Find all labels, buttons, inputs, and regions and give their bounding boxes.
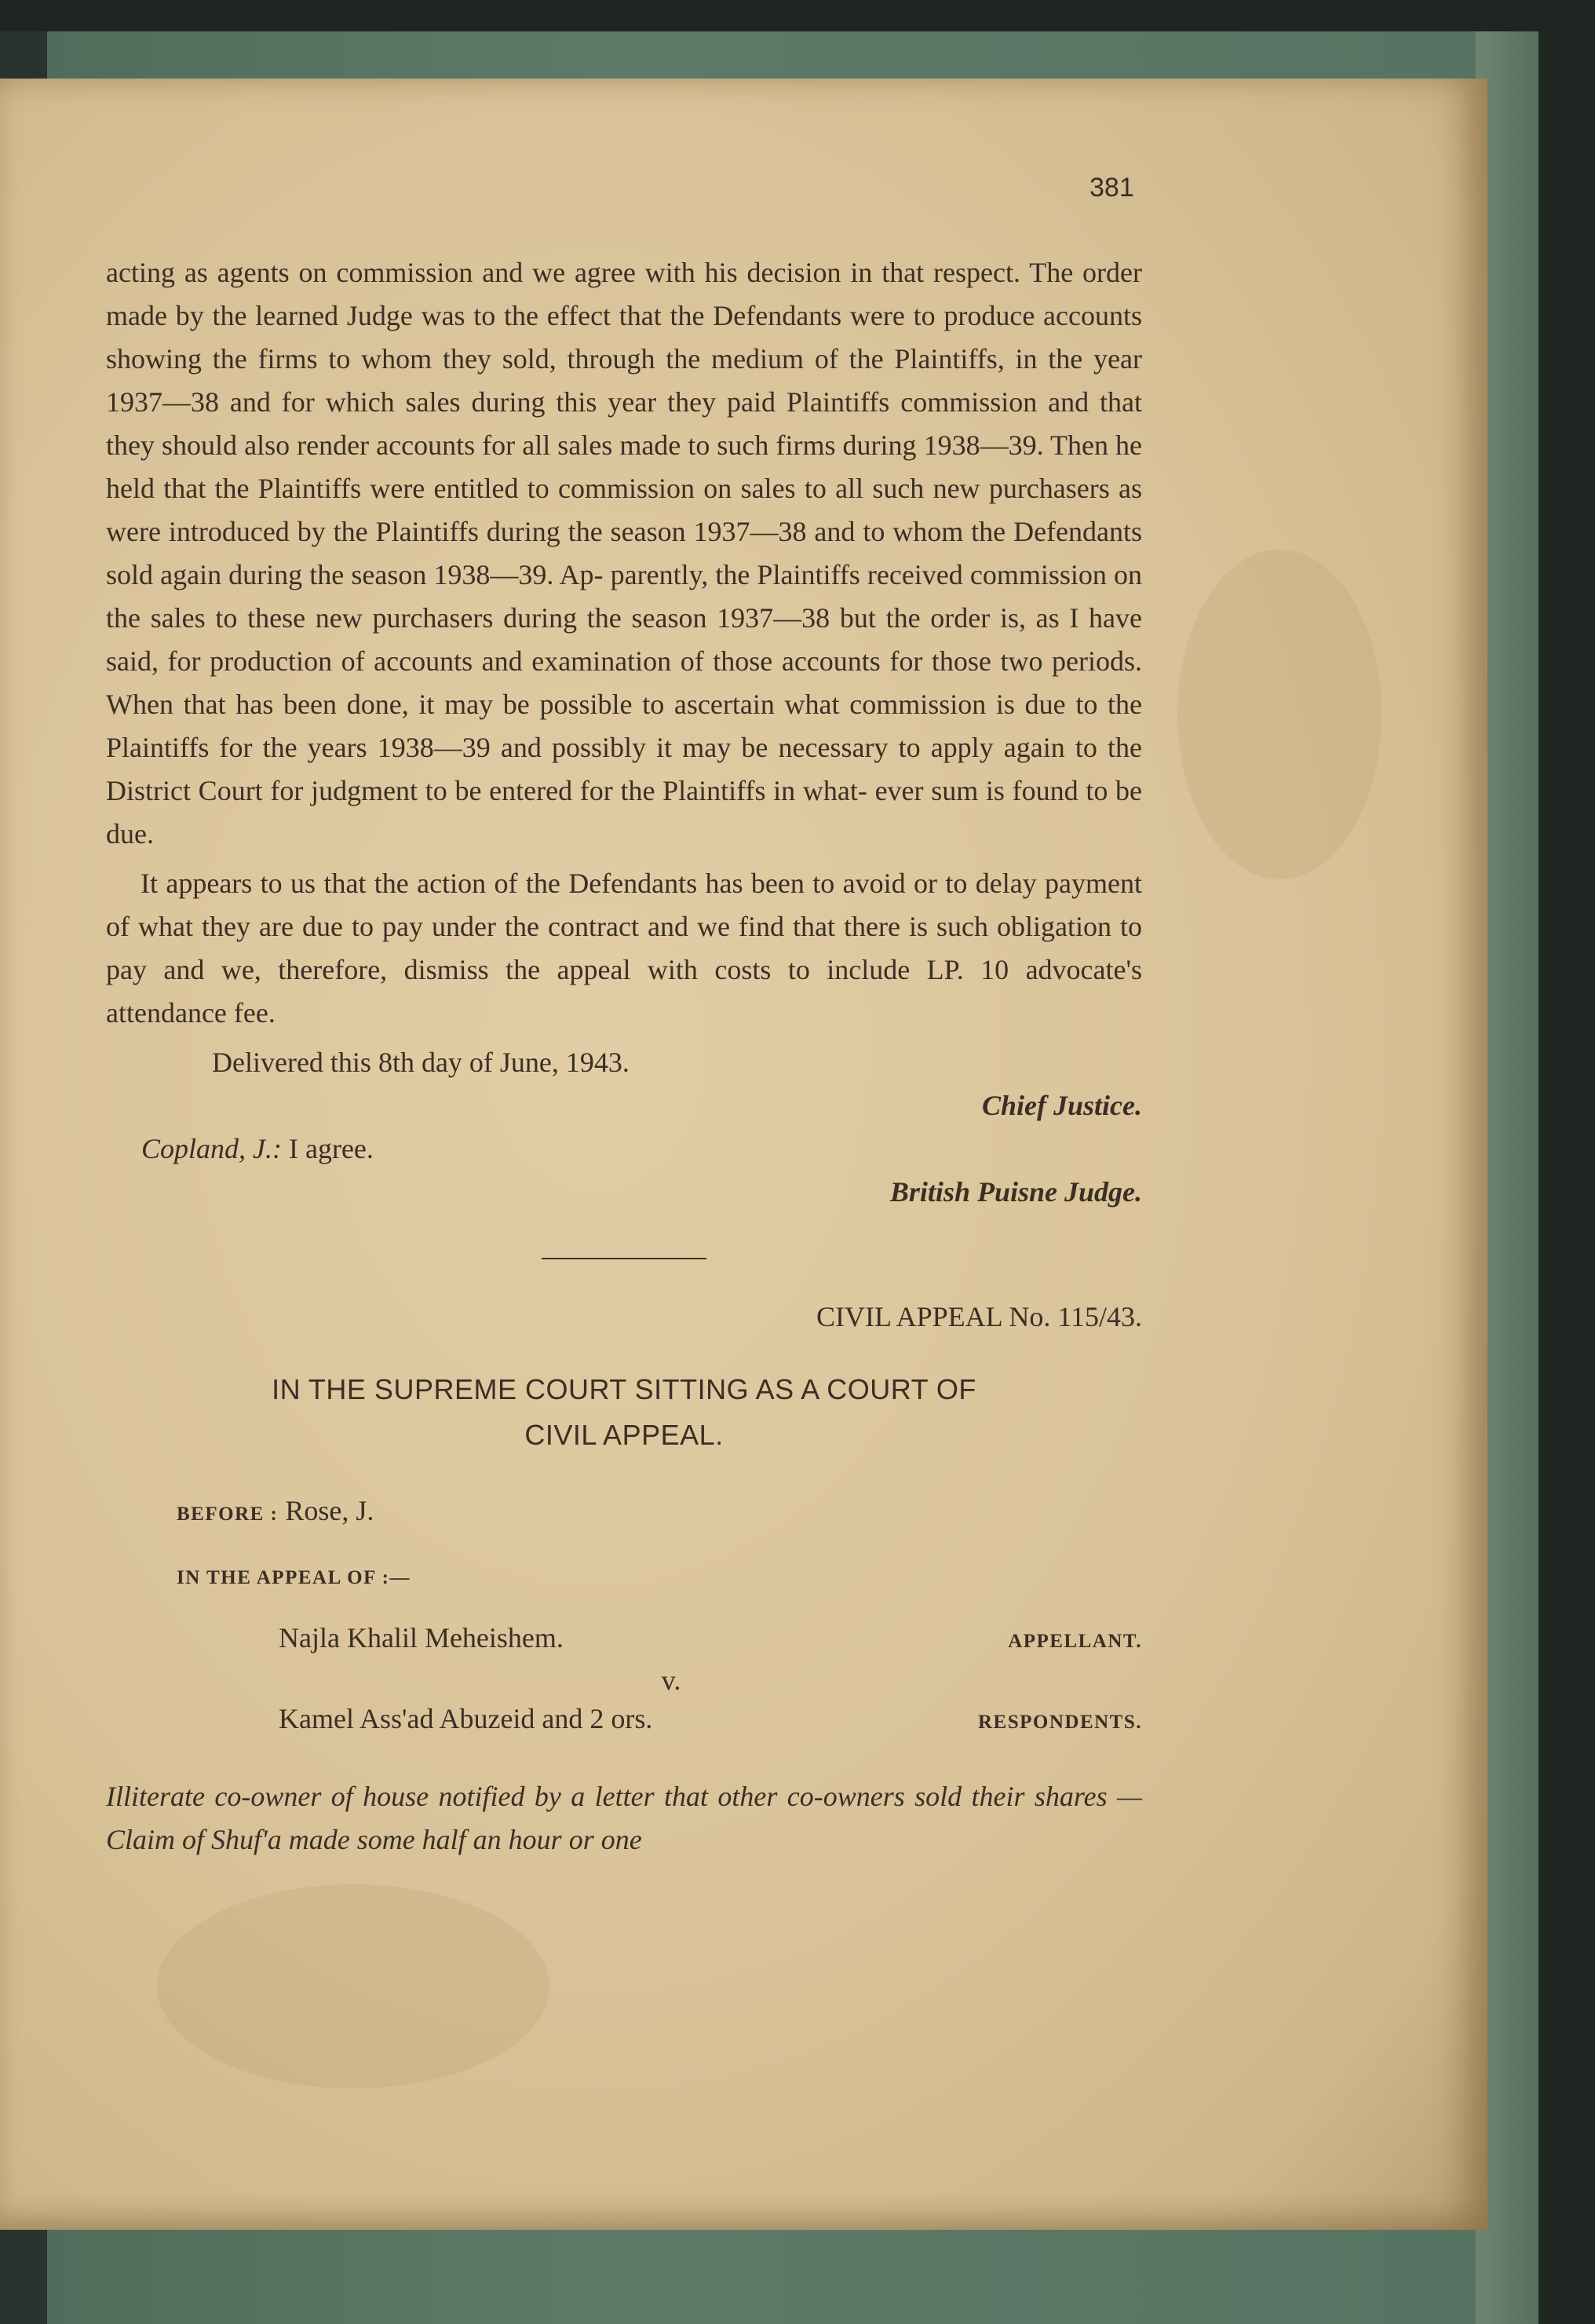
text-line: It appears to us that the action of the Defendants has been to — [141, 868, 835, 899]
concurrence — [106, 1127, 1142, 1171]
text-line: contract and we find that there is such obligation to pay and we, — [106, 911, 1143, 985]
text-line: ever sum is found to be due. — [106, 775, 1143, 850]
court-heading-line: IN THE SUPREME COURT SITTING AS A COURT OF — [272, 1373, 976, 1405]
text-line: commission and that they should also render accounts for all sales — [106, 386, 1143, 461]
text-line: that the Defendants were to produce accounts showing the firms to — [106, 300, 1143, 375]
page-body — [106, 251, 1142, 1862]
text-line: made to such firms during 1938—39. Then he held that the Plaintiffs — [106, 429, 1142, 504]
case-number: CIVIL APPEAL No. 115/43. — [816, 1301, 1142, 1332]
text-line: 1937—38 and for which sales during this year they paid Plaintiffs — [106, 386, 890, 418]
text-line: to ascertain what commission is due to the Plaintiffs for the years — [106, 689, 1143, 763]
text-line: attendance fee. — [106, 997, 276, 1029]
signature-chief-justice: Chief Justice. — [982, 1090, 1142, 1121]
text-line: purchasers during the season 1937—38 but the order is, as I have — [372, 602, 1143, 634]
section-divider — [542, 1258, 706, 1259]
respondent-name: Kamel Ass'ad Abuzeid and 2 ors. — [279, 1703, 653, 1734]
text-line: acting as agents on commission and we agree with his decision in — [106, 257, 873, 288]
court-heading — [106, 1367, 1142, 1458]
text-line: therefore, dismiss the appeal with costs to include LP. 10 advocate's — [278, 954, 1142, 985]
before-label: BEFORE : — [177, 1504, 279, 1525]
text-line: that respect. The order made by the learned Judge was to the effect — [106, 257, 1142, 331]
text-line: parently, the Plaintiffs received commission on the sales to these new — [106, 559, 1142, 634]
paper-stain — [157, 1884, 549, 2088]
before-line — [106, 1489, 1142, 1536]
paragraph-dismissal — [106, 862, 1142, 1035]
versus: v. — [661, 1664, 681, 1696]
court-heading-line: CIVIL APPEAL. — [524, 1419, 724, 1451]
paragraph-judgment — [106, 251, 1142, 856]
appeal-of-label: IN THE APPEAL OF :— — [177, 1567, 411, 1588]
text-line: avoid or to delay payment of what they are due to pay under the — [106, 868, 1143, 942]
text-line: District Court for judgment to be entered for the Plaintiffs in what- — [106, 775, 867, 806]
paper-stain — [1177, 550, 1381, 879]
text-line: whom they sold, through the medium of the Plaintiffs, in the year — [361, 343, 1143, 375]
page-number: 381 — [1089, 173, 1134, 203]
signature-puisne-judge: British Puisne Judge. — [889, 1176, 1142, 1208]
respondent-row — [106, 1697, 1142, 1744]
text-line: were introduced by the Plaintiffs during the season 1937—38 and to — [106, 516, 885, 547]
headnote-line: Illiterate co-owner of house notified by a letter that other co-owners — [106, 1781, 905, 1812]
concur-text: I agree. — [288, 1133, 374, 1164]
headnote — [106, 1775, 1142, 1862]
text-line: for those two periods. When that has been done, it may be possible — [106, 645, 1142, 720]
respondent-label: RESPONDENTS. — [977, 1712, 1142, 1733]
text-line: were entitled to commission on sales to all such new purchasers as — [370, 473, 1142, 504]
before-judge: Rose, J. — [285, 1495, 374, 1526]
book-page — [0, 79, 1487, 2230]
concur-judge-name: Copland, J.: — [141, 1133, 282, 1164]
delivered-date: Delivered this 8th day of June, 1943. — [212, 1047, 630, 1078]
headnote-line: sold their shares — Claim of Shuf'a made some half an hour or one — [106, 1781, 1142, 1855]
appellant-row — [106, 1617, 1142, 1663]
text-line: 1938—39 and possibly it may be necessary to apply again to the — [377, 732, 1143, 763]
text-line: whom the Defendants sold again during the season 1938—39. Ap- — [106, 516, 1142, 590]
appellant-name: Najla Khalil Meheishem. — [279, 1622, 564, 1653]
appellant-label: APPELLANT. — [1008, 1631, 1142, 1652]
text-line: said, for production of accounts and examination of those accounts — [106, 645, 881, 677]
